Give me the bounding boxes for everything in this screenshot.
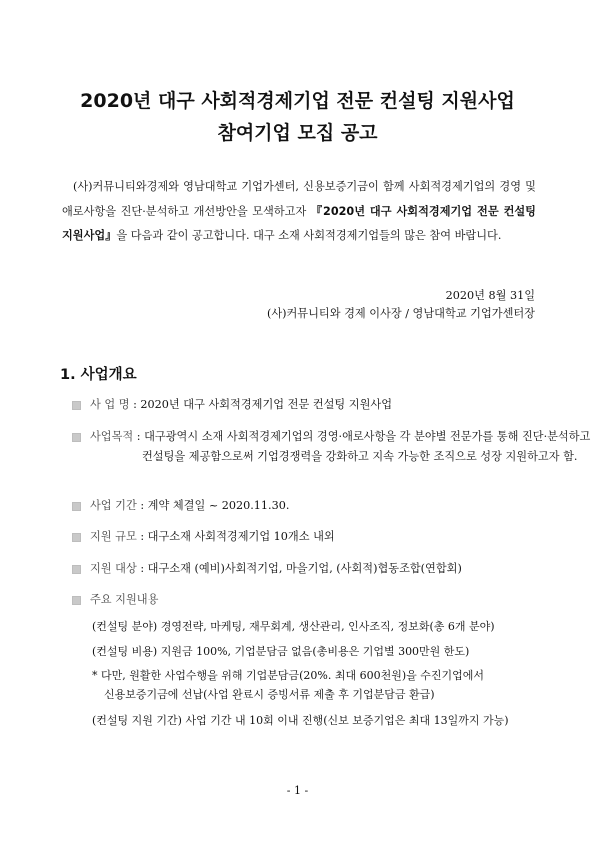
item-value: : 계약 체결일 ~ 2020.11.30. [140, 499, 290, 512]
item-label: 사 업 명 [90, 398, 130, 411]
item-label: 사업목적 [90, 430, 134, 443]
bullet-icon [72, 401, 81, 410]
intro-project-name: 『2020년 대구 사회적경제기업 전문 컨설팅 지원사업』 [62, 204, 536, 242]
detail-note-line1: * 다만, 원활한 사업수행을 위해 기업분담금(20%. 최대 600천원)을 수진기업에서 [92, 669, 485, 682]
bullet-icon [72, 433, 81, 442]
bullet-icon [72, 533, 81, 542]
item-scale [90, 527, 335, 547]
intro-paragraph [62, 175, 536, 249]
page-number: - 1 - [286, 784, 309, 797]
item-target [90, 559, 462, 579]
detail-support-period: (컨설팅 지원 기간) 사업 기간 내 10회 이내 진행(신보 보증기업은 최대 13일까지 가능) [92, 714, 509, 727]
item-value: : 대구광역시 소재 사회적경제기업의 경영·애로사항을 각 분야별 전문가를 통해 진단·분석하고 컨설팅을 제공함으로써 기업경쟁력을 강화하고 지속 가능한 조직으로 성장 지원하고자 함. [136, 430, 591, 463]
document-subtitle: 참여기업 모집 공고 [217, 122, 378, 144]
intro-text-2: 을 다음과 같이 공고합니다. 대구 소재 사회적경제기업들의 많은 참여 바랍니다. [116, 229, 502, 242]
detail-consulting-cost: (컨설팅 비용) 지원금 100%, 기업분담금 없음(총비용은 기업별 300만원 한도) [92, 645, 470, 658]
detail-consulting-fields: (컨설팅 분야) 경영전략, 마케팅, 재무회계, 생산관리, 인사조직, 정보화(총 6개 분야) [92, 620, 495, 633]
item-main-support [90, 590, 158, 610]
item-value: : 대구소재 사회적경제기업 10개소 내외 [140, 530, 335, 543]
bullet-icon [72, 596, 81, 605]
announcement-date: 2020년 8월 31일 [445, 289, 535, 302]
bullet-icon [72, 565, 81, 574]
detail-note-line2: 신용보증기금에 선납(사업 완료시 증빙서류 제출 후 기업분담금 환급) [104, 688, 435, 701]
item-label: 사업 기간 [90, 499, 137, 512]
document-title: 2020년 대구 사회적경제기업 전문 컨설팅 지원사업 [80, 90, 515, 112]
intro-text-1: (사)커뮤니티와경제와 영남대학교 기업가센터, 신용보증기금이 함께 사회적경제기업의 경영 및 애로사항을 진단·분석하고 개선방안을 모색하고자 [62, 180, 536, 218]
item-project-name [90, 395, 392, 415]
section-title: 1. 사업개요 [60, 367, 137, 383]
bullet-icon [72, 502, 81, 511]
item-label: 주요 지원내용 [90, 593, 159, 606]
item-value: : 대구소재 (예비)사회적기업, 마을기업, (사회적)협동조합(연합회) [140, 562, 462, 575]
item-label: 지원 규모 [90, 530, 137, 543]
issuing-organization: (사)커뮤니티와 경제 이사장 / 영남대학교 기업가센터장 [266, 307, 535, 320]
item-label: 지원 대상 [90, 562, 137, 575]
item-purpose [90, 427, 592, 467]
item-period [90, 496, 289, 516]
item-value: : 2020년 대구 사회적경제기업 전문 컨설팅 지원사업 [133, 398, 393, 411]
